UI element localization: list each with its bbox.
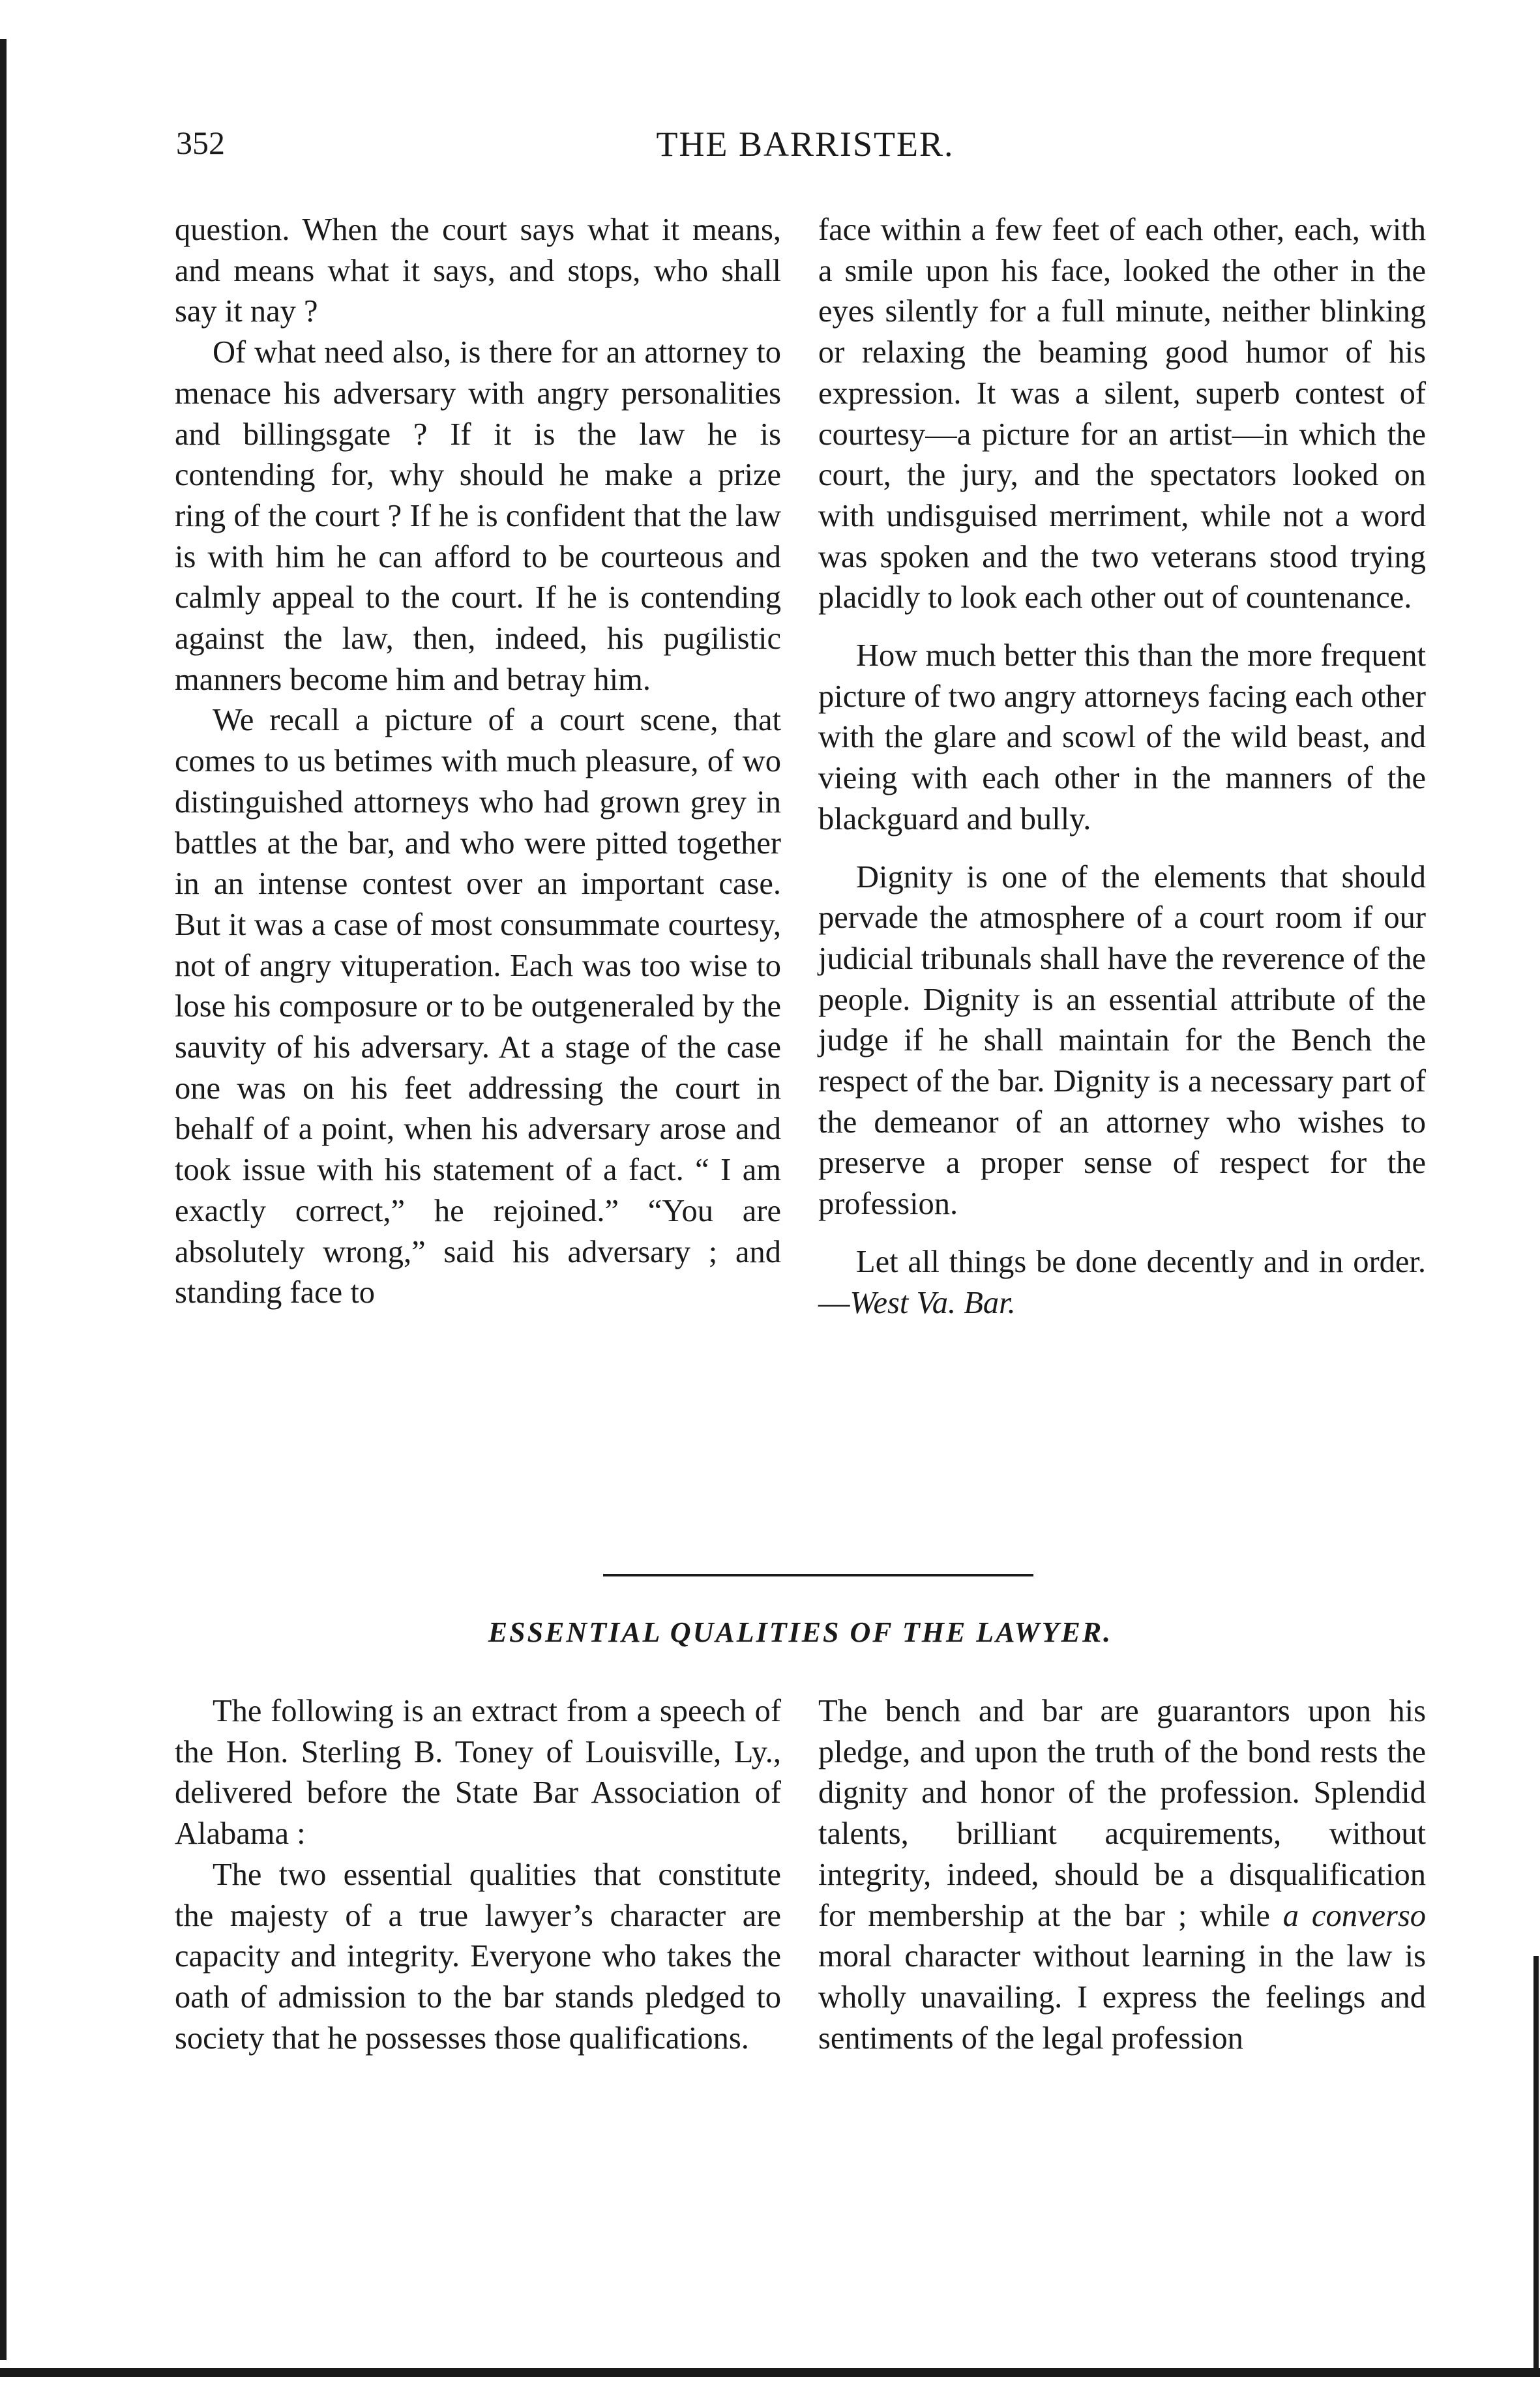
paragraph-text-end: moral character without learning in the law is wholly unavailing. I express the feelings and sentiments of the legal profession — [818, 1939, 1426, 2056]
article-two-heading: ESSENTIAL QUALITIES OF THE LAWYER. — [488, 1616, 1113, 1648]
paragraph: Of what need also, is there for an attorney to menace his adversary with angry personalities and billingsgate ? If it is the law he is contending for, why should he make a prize ring of the court ? If he is confident that the law is with him he can afford to be courteous and calmly appeal to the court. If he is contending against the law, then, indeed, his pugilistic manners become him and betray him. — [175, 335, 781, 697]
article-two-left-column — [175, 1691, 781, 2059]
section-divider — [603, 1574, 1033, 1576]
paragraph — [818, 1691, 1426, 2059]
closing-text: Let all things be done decently and in order.— — [818, 1244, 1426, 1320]
paragraph: Dignity is one of the elements that should pervade the atmosphere of a court room if our judicial tribunals shall have the reverence of the people. Dignity is an essential attribute of the judge if he shall maintain for the Bench the respect of the bar. Dignity is a necessary part of the demeanor of an attorney who wishes to preserve a proper sense of respect for the profession. — [818, 859, 1426, 1222]
paragraph: How much better this than the more frequent picture of two angry attorneys facing each other with the glare and scowl of the wild beast, and vieing with each other in the manners of the blackguard and bully. — [818, 638, 1426, 836]
source-citation: West Va. Bar. — [850, 1285, 1016, 1320]
paragraph: We recall a picture of a court scene, that comes to us betimes with much pleasure, of wo distinguished attorneys who had grown grey in battles at the bar, and who were pitted together in an intense contest over an important case. But it was a case of most consummate courtesy, not of angry vituperation. Each was too wise to lose his composure or to be outgeneraled by the sauvity of his adversary. At a stage of the case one was on his feet addressing the court in behalf of a point, when his adversary arose and took issue with his statement of a fact. “ I am exactly correct,” he rejoined.” “You are absolutely wrong,” said his adversary ; and standing face to — [175, 703, 781, 1310]
scan-margin-right-rule — [1533, 1956, 1539, 2373]
article-two-right-column — [818, 1691, 1426, 2059]
article-one-right-column — [818, 210, 1426, 1324]
italic-phrase: a converso — [1282, 1898, 1426, 1933]
closing-paragraph — [818, 1242, 1426, 1324]
scan-margin-left-rule — [0, 39, 7, 2360]
journal-title: THE BARRISTER. — [656, 125, 955, 164]
paragraph: The two essential qualities that constitute the majesty of a true lawyer’s character are capacity and integrity. Everyone who takes the oath of admission to the bar stands pledged to society that he possesses those qualifications. — [175, 1857, 781, 2056]
page-number: 352 — [176, 125, 225, 161]
paragraph-text-start: The bench and bar are guarantors upon his pledge, and upon the truth of the bond rests the dignity and honor of the profession. Splendid talents, brilliant acquirements, without integrity, indeed, should be a disqualification for membership at the bar ; while — [818, 1694, 1426, 1933]
paragraph: The following is an extract from a speech of the Hon. Sterling B. Toney of Louisville, Ly., delivered before the State Bar Association of Alabama : — [175, 1694, 781, 1852]
article-one-left-column — [175, 210, 781, 1314]
running-head — [176, 124, 1434, 183]
paragraph: face within a few feet of each other, each, with a smile upon his face, looked the other in the eyes silently for a full minute, neither blinking or relaxing the beaming good humor of his expression. It was a silent, superb contest of courtesy—a picture for an artist—in which the court, the jury, and the spectators looked on with undisguised merriment, while not a word was spoken and the two veterans stood trying placidly to look each other out of countenance. — [818, 213, 1426, 615]
paragraph: question. When the court says what it means, and means what it says, and stops, who shall say it nay ? — [175, 213, 781, 329]
scan-margin-bottom-rule — [0, 2368, 1540, 2377]
